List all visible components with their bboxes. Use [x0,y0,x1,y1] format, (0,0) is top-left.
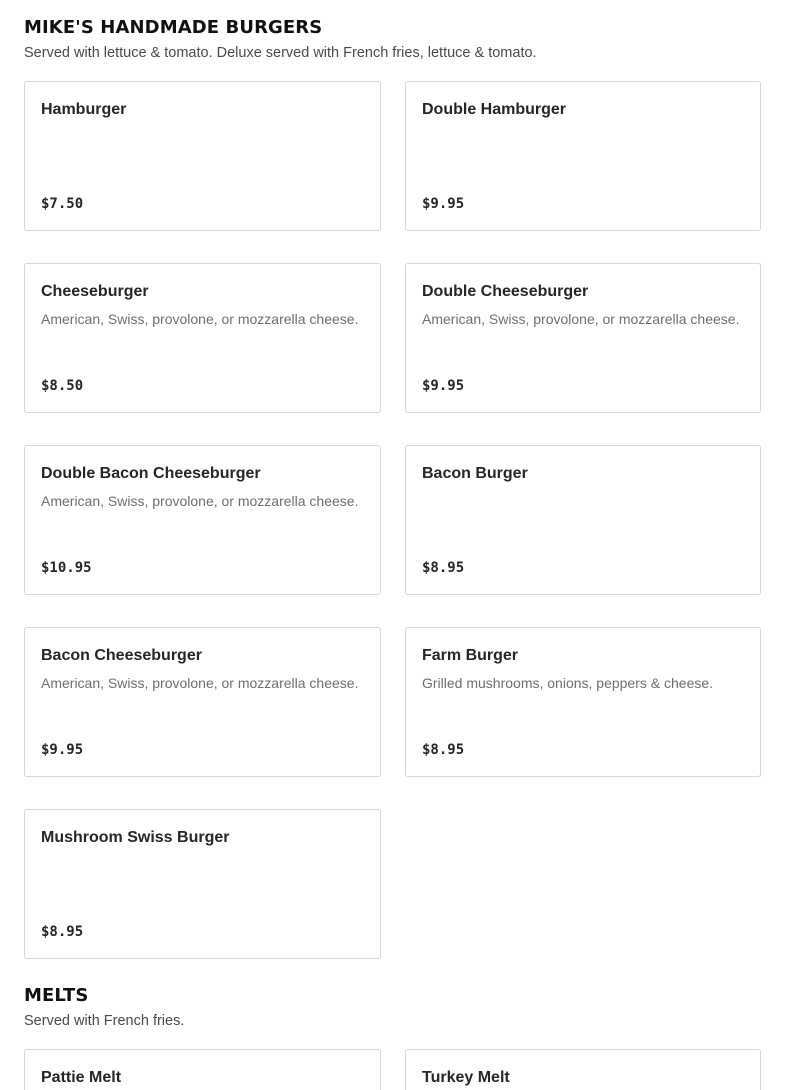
menu-item-bacon-cheeseburger[interactable] [24,627,381,777]
menu-item-mushroom-swiss-burger[interactable] [24,809,381,959]
menu-item-price: $8.50 [41,378,84,394]
menu-item-price: $8.95 [41,924,84,940]
menu-item-description: American, Swiss, provolone, or mozzarella cheese. [41,311,359,327]
menu-item-name: Double Bacon Cheeseburger [41,465,261,482]
menu-item-name: Double Cheeseburger [422,283,589,300]
menu-item-double-bacon-cheeseburger[interactable] [24,445,381,595]
menu-item-name: Double Hamburger [422,101,567,118]
menu-item-name: Farm Burger [422,647,519,664]
menu-item-pattie-melt[interactable] [24,1049,381,1090]
menu-item-price: $10.95 [41,560,92,576]
menu-item-price: $9.95 [41,742,84,758]
section-description: Served with French fries. [24,1013,185,1029]
menu-item-name: Cheeseburger [41,283,149,300]
menu-item-double-cheeseburger[interactable] [405,263,761,413]
menu-item-name: Pattie Melt [41,1069,122,1086]
menu-item-price: $9.95 [422,196,465,212]
menu-item-name: Bacon Cheeseburger [41,647,202,664]
menu-item-description: Grilled mushrooms, onions, peppers & cheese. [422,675,714,691]
menu-item-price: $7.50 [41,196,84,212]
menu-section-melts [24,985,761,1090]
menu-item-grid [24,1049,761,1090]
menu-item-description: American, Swiss, provolone, or mozzarella cheese. [422,311,740,327]
menu-item-name: Mushroom Swiss Burger [41,829,230,846]
menu-item-description: American, Swiss, provolone, or mozzarella cheese. [41,675,359,691]
menu-item-price: $8.95 [422,742,465,758]
menu-item-grid [24,81,761,959]
section-title: MIKE'S HANDMADE BURGERS [24,17,323,38]
menu-item-turkey-melt[interactable] [405,1049,761,1090]
menu-section-burgers [24,17,761,959]
menu-item-double-hamburger[interactable] [405,81,761,231]
menu-item-name: Bacon Burger [422,465,528,482]
menu-item-price: $8.95 [422,560,465,576]
menu-item-name: Turkey Melt [422,1069,510,1086]
menu-item-hamburger[interactable] [24,81,381,231]
section-description: Served with lettuce & tomato. Deluxe served with French fries, lettuce & tomato. [24,45,537,61]
menu-item-cheeseburger[interactable] [24,263,381,413]
menu-item-description: American, Swiss, provolone, or mozzarella cheese. [41,493,359,509]
menu-item-price: $9.95 [422,378,465,394]
menu-item-bacon-burger[interactable] [405,445,761,595]
menu-item-name: Hamburger [41,101,127,118]
menu-item-farm-burger[interactable] [405,627,761,777]
section-title: MELTS [24,985,89,1006]
